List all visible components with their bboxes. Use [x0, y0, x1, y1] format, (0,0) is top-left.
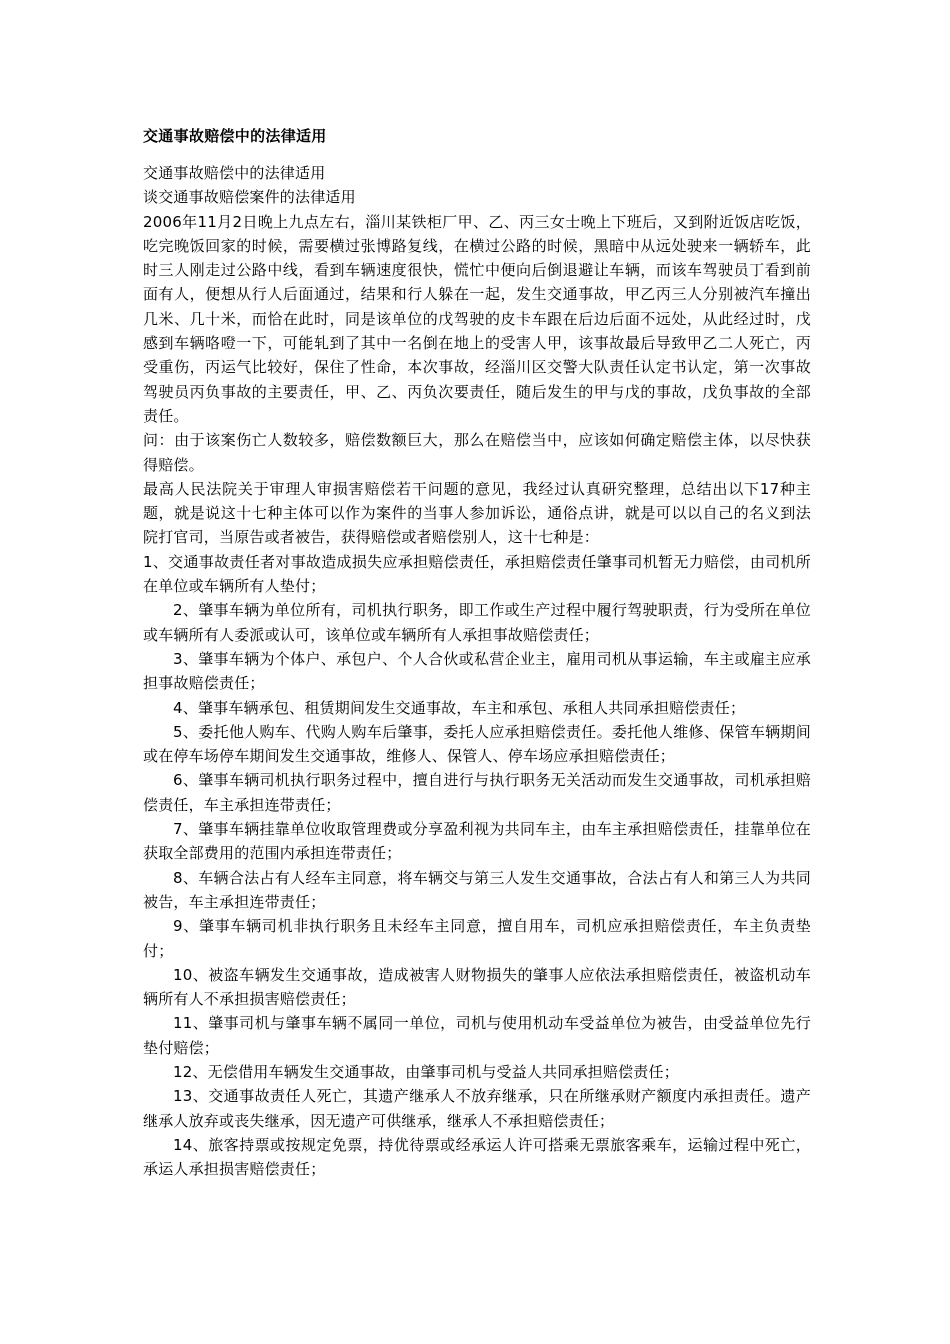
paragraph: 11、肇事司机与肇事车辆不属同一单位，司机与使用机动车受益单位为被告，由受益单位先行垫付赔偿；: [143, 1014, 811, 1057]
document-title: 交通事故赔偿中的法律适用: [143, 127, 327, 145]
paragraph: 问：由于该案伤亡人数较多，赔偿数额巨大，那么在赔偿当中，应该如何确定赔偿主体，以尽快获得赔偿。: [143, 431, 811, 474]
paragraph: 7、肇事车辆挂靠单位收取管理费或分享盈利视为共同车主，由车主承担赔偿责任，挂靠单位在获取全部费用的范围内承担连带责任；: [143, 820, 811, 863]
document-body: [143, 161, 811, 1181]
paragraph: 5、委托他人购车、代购人购车后肇事，委托人应承担赔偿责任。委托他人维修、保管车辆期间或在停车场停车期间发生交通事故，维修人、保管人、停车场应承担赔偿责任；: [143, 722, 811, 766]
paragraph: 8、车辆合法占有人经车主同意，将车辆交与第三人发生交通事故，合法占有人和第三人为共同被告，车主承担连带责任；: [143, 868, 811, 911]
paragraph: 最高人民法院关于审理人审损害赔偿若干问题的意见，我经过认真研究整理，总结出以下17种主题，就是说这十七种主体可以作为案件的当事人参加诉讼，通俗点讲，就是可以以自己的名义到法院打官司，当原告或者被告，获得赔偿或者赔偿别人，这十七种是：: [143, 479, 811, 547]
paragraph: 6、肇事车辆司机执行职务过程中，擅自进行与执行职务无关活动而发生交通事故，司机承担赔偿责任，车主承担连带责任；: [143, 771, 811, 814]
paragraph: 12、无偿借用车辆发生交通事故，由肇事司机与受益人共同承担赔偿责任；: [173, 1062, 679, 1081]
paragraph: 10、被盗车辆发生交通事故，造成被害人财物损失的肇事人应依法承担赔偿责任，被盗机动车辆所有人不承担损害赔偿责任；: [143, 965, 811, 1009]
paragraph: 2006年11月2日晚上九点左右，淄川某铁柜厂甲、乙、丙三女士晚上下班后，又到附近饭店吃饭，吃完晚饭回家的时候，需要横过张博路复线，在横过公路的时候，黑暗中从远处驶来一辆轿车，此时三人刚走过公路中线，看到车辆速度很快，慌忙中便向后倒退避让车辆，而该车驾驶员丁看到前面有人，便想从行人后面通过，结果和行人躲在一起，发生交通事故，甲乙丙三人分别被汽车撞出几米、几十米，而恰在此时，同是该单位的戊驾驶的皮卡车跟在后边后面不远处，从此经过时，戊感到车辆咯噔一下，可能轧到了其中一名倒在地上的受害人甲，该事故最后导致甲乙二人死亡，丙受重伤，丙运气比较好，保住了性命，本次事故，经淄川区交警大队责任认定书认定，第一次事故驾驶员丙负事故的主要责任，甲、乙、丙负次要责任，随后发生的甲与戊的事故，戊负事故的全部责任。: [143, 212, 811, 425]
paragraph: 1、交通事故责任者对事故造成损失应承担赔偿责任，承担赔偿责任肇事司机暂无力赔偿，由司机所在单位或车辆所有人垫付；: [143, 552, 811, 596]
paragraph: 谈交通事故赔偿案件的法律适用: [143, 188, 356, 207]
document-page: [143, 125, 811, 1181]
paragraph: 14、旅客持票或按规定免票，持优待票或经承运人许可搭乘无票旅客乘车，运输过程中死亡，承运人承担损害赔偿责任；: [143, 1135, 811, 1179]
paragraph: 2、肇事车辆为单位所有，司机执行职务，即工作或生产过程中履行驾驶职责，行为受所在单位或车辆所有人委派或认可，该单位或车辆所有人承担事故赔偿责任；: [143, 601, 811, 644]
paragraph: 9、肇事车辆司机非执行职务且未经车主同意，擅自用车，司机应承担赔偿责任，车主负责垫付；: [143, 917, 811, 960]
paragraph: 13、交通事故责任人死亡，其遗产继承人不放弃继承，只在所继承财产额度内承担责任。遗产继承人放弃或丧失继承，因无遗产可供继承，继承人不承担赔偿责任；: [143, 1087, 811, 1130]
paragraph: 3、肇事车辆为个体户、承包户、个人合伙或私营企业主，雇用司机从事运输，车主或雇主应承担事故赔偿责任；: [143, 649, 811, 693]
paragraph: 交通事故赔偿中的法律适用: [143, 164, 326, 182]
paragraph: 4、肇事车辆承包、租赁期间发生交通事故，车主和承包、承租人共同承担赔偿责任；: [173, 698, 746, 717]
